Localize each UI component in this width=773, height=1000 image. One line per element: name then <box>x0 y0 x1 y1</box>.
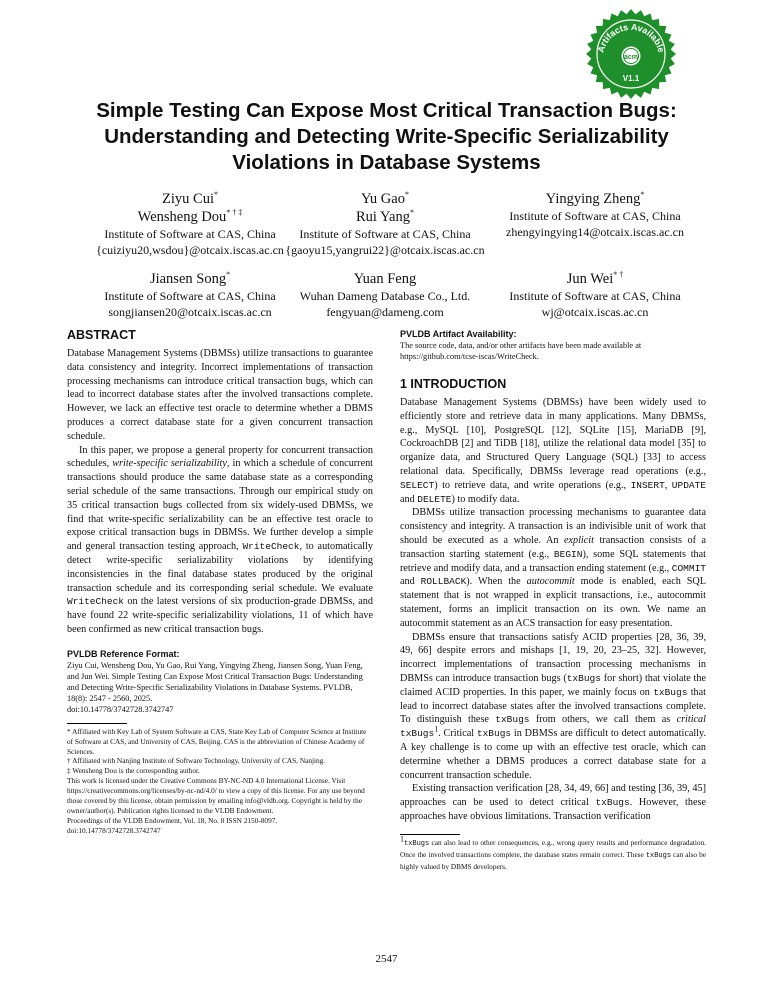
footnote-license: This work is licensed under the Creative Commons BY-NC-ND 4.0 International License. Visit https://creativecommons.org/licenses/by-nc-nd/4.0/ to view a copy of this license. For any use beyond those covered by this license, obtain permission by emailing info@vldb.org. Copyright is held by the owner/author(s). Publication rights licensed to the VLDB Endowment. <box>67 776 365 815</box>
author-email: fengyuan@dameng.com <box>326 305 444 319</box>
artifact-text: The source code, data, and/or other artifacts have been made available at https://github.com/tcse-iscas/WriteCheck. <box>400 341 642 361</box>
footnote-1: $^1$txBugs can also lead to other consequences, e.g., wrong query results and performance degradation. Once the involved transactions complete, the database states remain correct. These txBugs can also be highly valued by DBMS developers. <box>400 834 706 871</box>
reference-format-doi: doi:10.14778/3742728.3742747 <box>67 704 174 714</box>
badge-arc-text: Artifacts Available <box>595 21 667 54</box>
author-name: Rui Yang <box>356 209 410 225</box>
footnote-affiliation-dagger: † Affiliated with Nanjing Institute of Software Technology, University of CAS, Nanjing. <box>67 756 326 766</box>
author-block-song <box>80 270 300 320</box>
badge-seal-icon <box>585 8 677 100</box>
author-name: Yu Gao <box>361 191 405 207</box>
author-mark: * † <box>613 270 624 280</box>
introduction-heading: 1 INTRODUCTION <box>400 377 507 391</box>
title-line: Understanding and Detecting Write-Specific Serializability <box>104 125 669 148</box>
footnote-doi: doi:10.14778/3742728.3742747 <box>67 825 161 835</box>
author-block-cui-dou <box>80 190 300 258</box>
author-email: songjiansen20@otcaix.iscas.ac.cn <box>108 305 272 319</box>
author-affiliation: Institute of Software at CAS, China <box>104 227 276 241</box>
paper-title <box>40 98 733 176</box>
footnote-affiliation-star: * Affiliated with Key Lab of System Software at CAS, State Key Lab of Computer Science at Institute of Software at CAS, and University of CAS, Beijing. CAS is the abbreviation of Chinese Academy of Sciences. <box>67 726 367 756</box>
intro-paragraph-1: Database Management Systems (DBMSs) have been widely used to efficiently store and retrieve data in many applications. Many DBMSs, e.g., MySQL [10], PostgreSQL [12], SQLite [15], MariaDB [9], CockroachDB [2] and TiDB [18], utilize the relational data model [35] to organize data, and Structured Query Language (SQL) [33] to access relational data. Specifically, DBMSs leverage read operations (e.g., SELECT) to retrieve data, and write operations (e.g., INSERT, UPDATE and DELETE) to modify data. <box>400 397 707 505</box>
author-email: wj@otcaix.iscas.ac.cn <box>541 305 649 319</box>
author-affiliation: Institute of Software at CAS, China <box>509 209 681 223</box>
left-column <box>67 327 373 836</box>
author-email: {cuiziyu20,wsdou}@otcaix.iscas.ac.cn <box>96 243 284 257</box>
intro-paragraph-4: Existing transaction verification [28, 34, 49, 66] and testing [36, 39, 45] approaches can be used to detect critical txBugs. However, these approaches have obvious limitations. Transaction verification <box>400 783 706 822</box>
author-block-gao-yang <box>280 190 490 258</box>
reference-format-heading: PVLDB Reference Format: <box>67 648 180 659</box>
artifact-heading: PVLDB Artifact Availability: <box>400 329 517 339</box>
reference-format-text: Ziyu Cui, Wensheng Dou, Yu Gao, Rui Yang, Yingying Zheng, Jiansen Song, Yuan Feng, and Jun Wei. Simple Testing Can Expose Most Critical Transaction Bugs: Understanding and Detecting Write-Specific Serializability Violations in Database Systems. PVLDB, 18(8): 2547 - 2560, 2025. <box>67 660 363 703</box>
author-name: Jiansen Song <box>149 271 227 287</box>
author-mark: * <box>410 208 414 218</box>
artifacts-available-badge <box>585 8 677 100</box>
author-name: Ziyu Cui <box>162 191 214 207</box>
title-line: Violations in Database Systems <box>232 151 541 174</box>
author-email: {gaoyu15,yangrui22}@otcaix.iscas.ac.cn <box>285 243 485 257</box>
author-name: Yuan Feng <box>353 271 417 287</box>
author-name: Wensheng Dou <box>137 209 227 225</box>
author-mark: * <box>213 190 218 200</box>
footnote-corresponding: ‡ Wensheng Dou is the corresponding author. <box>67 766 200 776</box>
author-mark: * <box>640 190 645 200</box>
abstract-heading: ABSTRACT <box>67 328 136 342</box>
author-affiliation: Institute of Software at CAS, China <box>509 289 681 303</box>
author-affiliation: Institute of Software at CAS, China <box>299 227 471 241</box>
right-column <box>400 328 706 871</box>
intro-paragraph-2: DBMSs utilize transaction processing mechanisms to guarantee data consistency and integrity. A transaction is an indivisible unit of work that should be executed as a whole. An explicit transaction consists of a transaction starting statement (e.g., BEGIN), some SQL statements that retrieve and modify data, and a transaction ending statement (e.g., COMMIT and ROLLBACK). When the autocommit mode is enabled, each SQL statement that is not wrapped in explicit transactions, i.e., autocommit statement, forms an implicit transaction on its own. We name an autocommit statement as an ACS transaction for easy presentation. <box>400 507 706 629</box>
author-name: Yingying Zheng <box>545 191 641 207</box>
author-affiliation: Wuhan Dameng Database Co., Ltd. <box>299 289 471 303</box>
author-affiliation: Institute of Software at CAS, China <box>104 289 276 303</box>
page-number: 2547 <box>375 953 398 965</box>
author-mark: * <box>226 270 231 280</box>
author-name: Jun Wei <box>566 271 614 287</box>
author-mark: * <box>404 190 409 200</box>
abstract-paragraph-1: Database Management Systems (DBMSs) utilize transactions to guarantee data consistency and integrity. Incorrect implementations of transaction processing mechanisms can introduce critical transaction bugs, which can lead to incorrect database states after the involved transactions complete. However, we lack an effective test oracle to determine whether a DBMS produces a correct database state for a given concurrent transaction schedule. <box>67 348 373 442</box>
abstract-paragraph-2: In this paper, we propose a general property for concurrent transaction schedules, write-specific serializability, in which a schedule of concurrent transactions should produce the same database state as a corresponding serial schedule of the same transactions. Through our empirical study on 35 critical transaction bugs collected from six widely-used DBMSs, we find that write-specific serializability can be an effective test oracle to expose critical transaction bugs in DBMSs. We further develop a simple and general transaction testing approach, WriteCheck, to automatically detect write-specific serializability violations by identifying inconsistencies in the final database states produced by the original transaction schedule and its corresponding serial schedule. We evaluate WriteCheck on the latest versions of six production-grade DBMSs, and have found 22 write-specific serializability violations, 11 of which have been confirmed as new critical transaction bugs. <box>67 444 374 635</box>
author-email: zhengyingying14@otcaix.iscas.ac.cn <box>506 225 684 239</box>
badge-version: V1.1 <box>622 74 640 83</box>
author-mark: * † ‡ <box>226 208 243 218</box>
acm-logo-text: acm <box>623 54 639 61</box>
author-block-feng <box>280 270 490 320</box>
author-block-zheng <box>490 190 700 240</box>
title-line: Simple Testing Can Expose Most Critical Transaction Bugs: <box>96 99 677 122</box>
intro-paragraph-3: DBMSs ensure that transactions satisfy ACID properties [28, 36, 39, 49, 66] despite errors and mishaps [1, 19, 20, 23–25, 32]. However, incorrect implementations of transaction processing mechanisms in DBMSs can introduce transaction bugs (txBugs for short) that violate the claimed ACID properties. In this paper, we mainly focus on txBugs that lead to incorrect database states after the involved transactions complete. To distinguish these txBugs from others, we call them as critical txBugs$^1$. Critical txBugs in DBMSs are difficult to detect automatically. A key challenge is to come up with an effective test oracle, which can determine whether a DBMS produces a correct database state for a concurrent transaction schedule. <box>400 631 706 781</box>
author-block-wei <box>490 270 700 320</box>
footnote-proceedings: Proceedings of the VLDB Endowment, Vol. 18, No. 8 ISSN 2150-8097. <box>67 815 278 825</box>
